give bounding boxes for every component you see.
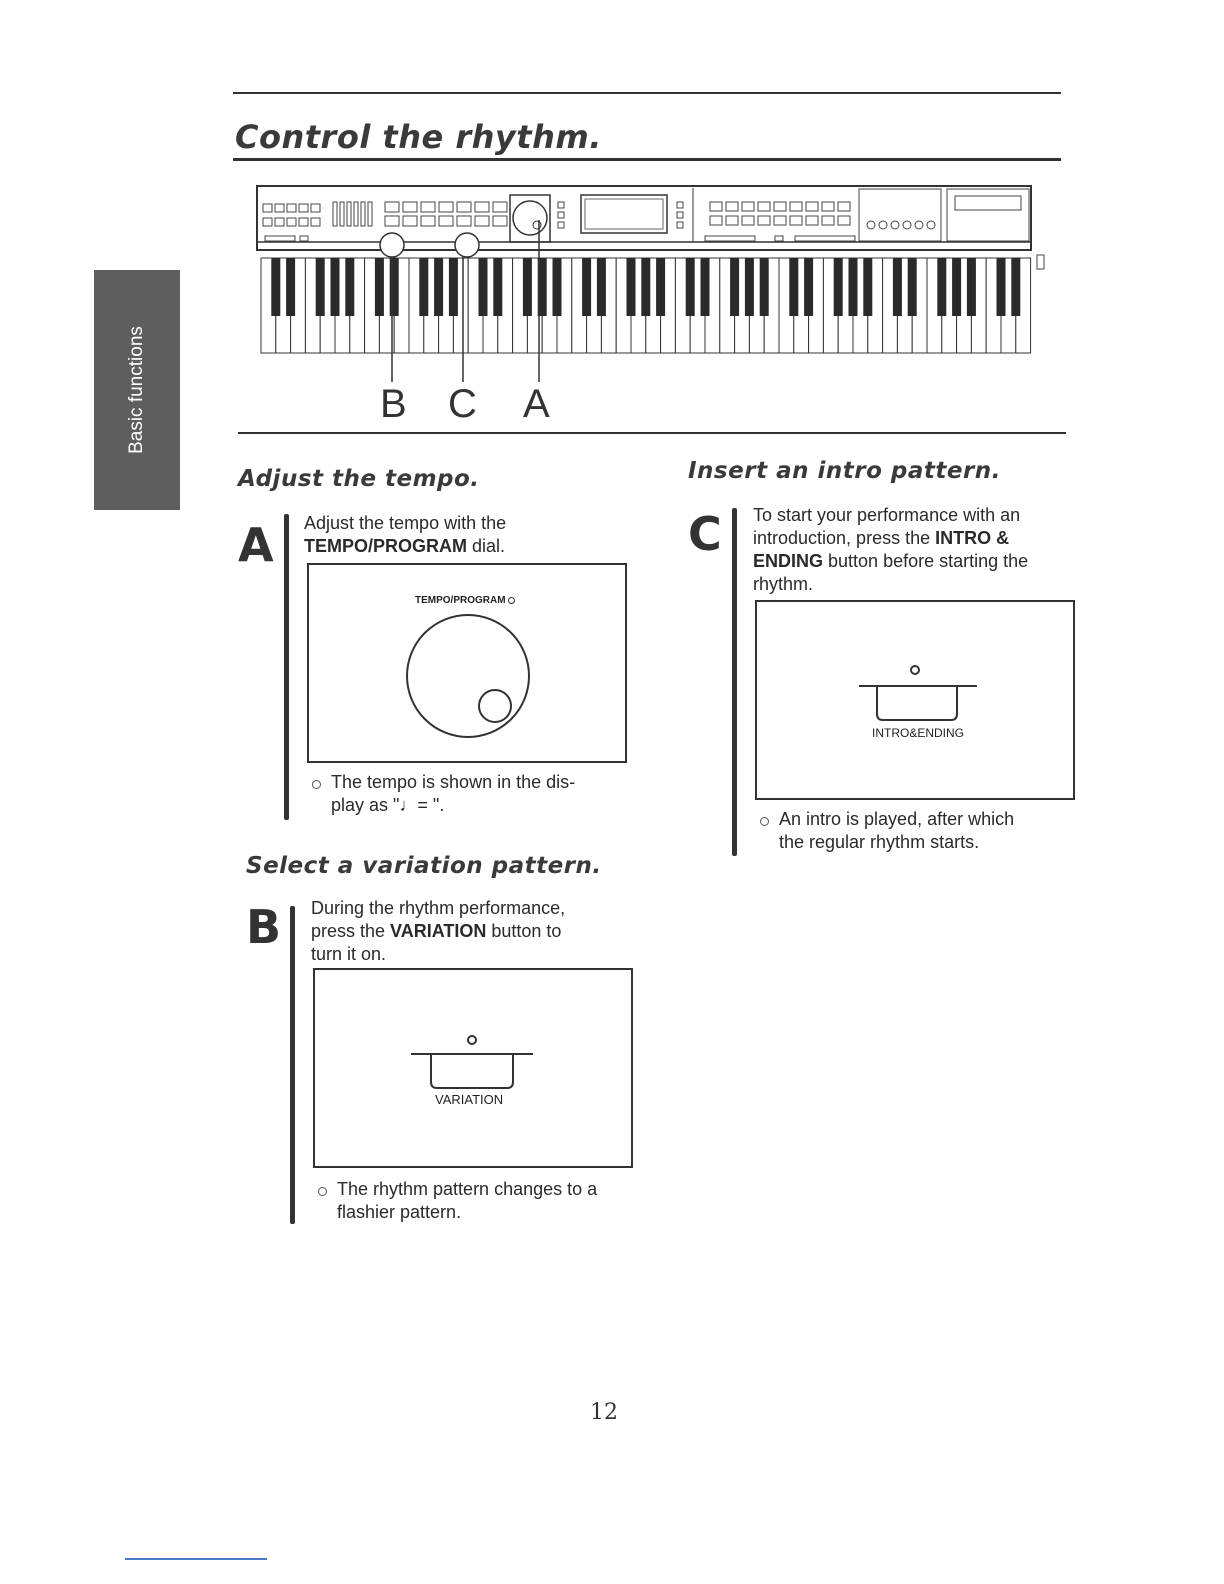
black-key <box>849 258 858 316</box>
variation-note-line1: The rhythm pattern changes to a <box>337 1179 598 1199</box>
intro-heading: Insert an intro pattern. <box>688 458 1001 484</box>
variation-instruction <box>311 897 565 966</box>
keyboard-keys <box>261 258 1031 353</box>
intro-text-press: introduction, press the <box>753 528 936 548</box>
side-tab-label: Basic functions <box>126 326 147 454</box>
variation-button-icon <box>407 1030 537 1092</box>
black-key <box>331 258 340 316</box>
keyboard-illustration <box>255 180 1055 435</box>
page-number: 12 <box>590 1400 618 1425</box>
black-key <box>271 258 280 316</box>
black-key <box>937 258 946 316</box>
tempo-note-line1: The tempo is shown in the dis- <box>331 772 576 792</box>
variation-figure <box>313 968 633 1168</box>
black-key <box>286 258 295 316</box>
variation-text-line1: During the rhythm performance, <box>311 898 566 918</box>
tempo-dial-name: TEMPO/PROGRAM <box>304 536 468 556</box>
black-key <box>627 258 636 316</box>
intro-note-line1: An intro is played, after which <box>779 809 1015 829</box>
variation-text-button: button to <box>486 921 562 941</box>
black-key <box>316 258 325 316</box>
black-key <box>390 258 399 316</box>
variation-button-label: VARIATION <box>435 1092 504 1107</box>
footer-line <box>125 1558 267 1560</box>
intro-bar <box>732 508 737 856</box>
variation-text-line2 <box>311 920 565 943</box>
tempo-dial-label-text: TEMPO/PROGRAM <box>415 595 506 606</box>
tempo-instruction <box>304 512 506 558</box>
step-letter-c: C <box>688 507 722 561</box>
side-tab <box>94 270 180 510</box>
title-underline <box>233 158 1061 161</box>
step-letter-b: B <box>246 900 282 954</box>
black-key <box>804 258 813 316</box>
black-key <box>582 258 591 316</box>
black-key <box>1011 258 1020 316</box>
black-key <box>686 258 695 316</box>
tempo-dial-icon <box>405 611 531 741</box>
intro-instruction <box>753 504 1028 596</box>
variation-text-line3: turn it on. <box>311 944 387 964</box>
intro-figure <box>755 600 1075 800</box>
intro-button-name-2: ENDING <box>753 551 824 571</box>
tempo-note <box>331 771 575 817</box>
black-key <box>730 258 739 316</box>
step-letter-a: A <box>238 518 274 572</box>
black-key <box>908 258 917 316</box>
callout-c: C <box>448 382 477 426</box>
tempo-dial-label <box>415 595 515 606</box>
black-key <box>834 258 843 316</box>
keyboard-control-panel <box>257 186 1044 269</box>
black-key <box>997 258 1006 316</box>
variation-note-line2: flashier pattern. <box>337 1202 462 1222</box>
tempo-heading: Adjust the tempo. <box>238 466 480 492</box>
tempo-indicator-icon <box>508 597 515 604</box>
black-key <box>967 258 976 316</box>
intro-text-before: button before starting the <box>823 551 1029 571</box>
black-key <box>789 258 798 316</box>
diagram-bottom-rule <box>238 432 1066 434</box>
black-key <box>553 258 562 316</box>
intro-note <box>779 808 1014 854</box>
intro-text-line3 <box>753 550 1028 573</box>
tempo-note-line2: play as "♩= ". <box>331 795 445 815</box>
variation-note <box>337 1178 597 1224</box>
top-rule <box>233 92 1061 94</box>
black-key <box>952 258 961 316</box>
callout-b: B <box>380 382 407 426</box>
intro-text-line4: rhythm. <box>753 574 814 594</box>
black-key <box>597 258 606 316</box>
black-key <box>479 258 488 316</box>
tempo-text-dial: dial. <box>467 536 506 556</box>
tempo-bar <box>284 514 289 820</box>
black-key <box>701 258 710 316</box>
intro-ending-button-label: INTRO&ENDING <box>872 726 965 740</box>
intro-text-line2 <box>753 527 1028 550</box>
tempo-text-line2 <box>304 535 506 558</box>
intro-text-line1: To start your performance with an <box>753 505 1021 525</box>
variation-heading: Select a variation pattern. <box>246 853 602 879</box>
variation-text-press: press the <box>311 921 391 941</box>
black-key <box>760 258 769 316</box>
black-key <box>449 258 458 316</box>
tempo-text-line1: Adjust the tempo with the <box>304 513 507 533</box>
black-key <box>641 258 650 316</box>
black-key <box>434 258 443 316</box>
black-key <box>893 258 902 316</box>
black-key <box>493 258 502 316</box>
black-key <box>656 258 665 316</box>
black-key <box>375 258 384 316</box>
black-key <box>863 258 872 316</box>
black-key <box>419 258 428 316</box>
variation-bar <box>290 906 295 1224</box>
callout-a: A <box>523 382 550 426</box>
page-title: Control the rhythm. <box>235 118 602 156</box>
black-key <box>345 258 354 316</box>
black-key <box>745 258 754 316</box>
intro-note-line2: the regular rhythm starts. <box>779 832 980 852</box>
intro-ending-button-icon <box>855 660 979 724</box>
intro-button-name: INTRO & <box>935 528 1010 548</box>
variation-button-name: VARIATION <box>390 921 487 941</box>
black-key <box>523 258 532 316</box>
tempo-figure <box>307 563 627 763</box>
